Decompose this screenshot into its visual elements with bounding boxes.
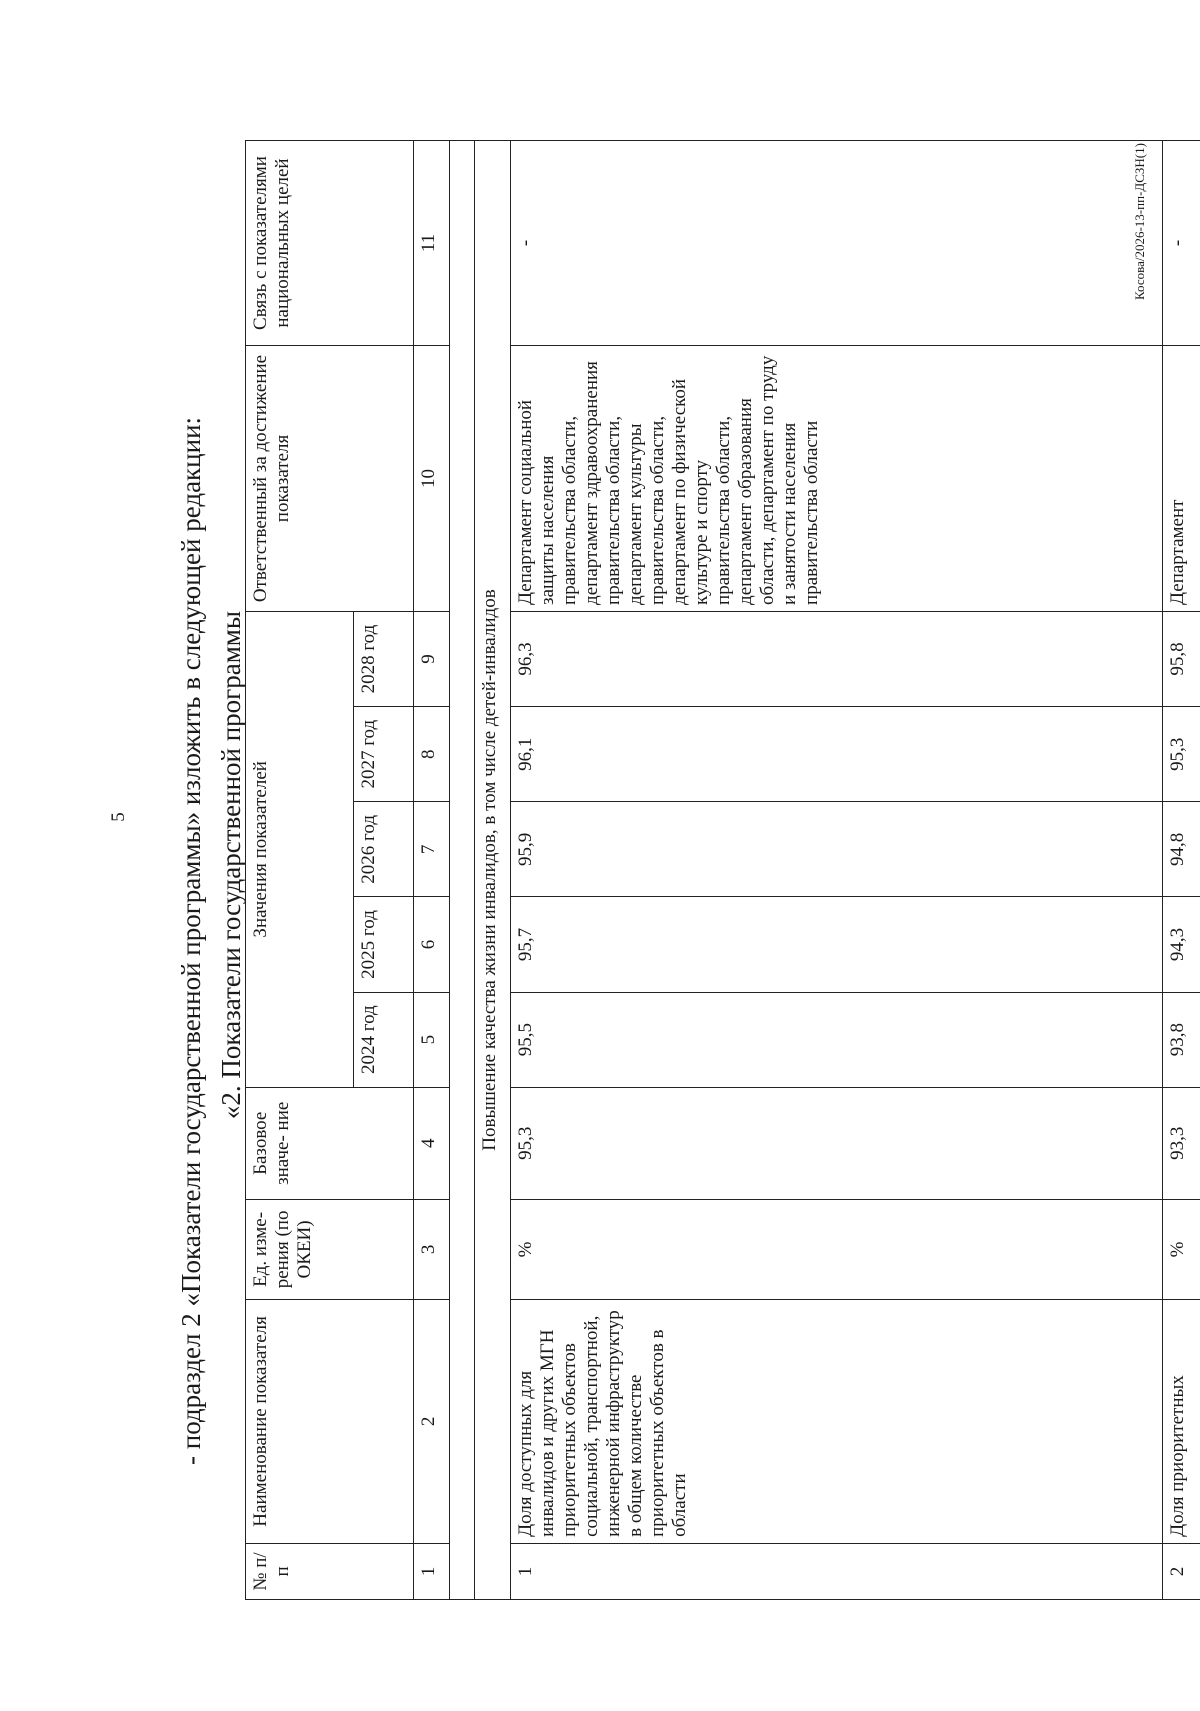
header-values-group: Значения показателей [246,611,354,1087]
header-num: № п/п [246,1543,414,1599]
row-responsible: Департамент [1163,346,1200,612]
table-row [511,141,1163,1600]
header-year: 2025 год [354,897,414,992]
column-number: 4 [414,1087,450,1199]
header-name: Наименование показателя [246,1299,414,1543]
spacer-cell [450,141,475,1600]
column-number: 9 [414,611,450,706]
row-value: 95,9 [511,802,1163,897]
row-base: 93,3 [1163,1087,1200,1199]
table-row [1163,141,1200,1600]
row-num: 2 [1163,1543,1200,1599]
row-value: 95,5 [511,992,1163,1087]
row-value: 94,8 [1163,802,1200,897]
group-title: Повышение качества жизни инвалидов, в том числе детей-инвалидов [475,141,511,1600]
footer-code: Косова/2026-13-пп-ДСЗН(1) [1132,143,1147,300]
row-base: 95,3 [511,1087,1163,1199]
header-year: 2026 год [354,802,414,897]
row-value: 95,7 [511,897,1163,992]
column-number: 5 [414,992,450,1087]
header-unit: Ед. изме- рения (по ОКЕИ) [246,1199,414,1299]
column-number: 6 [414,897,450,992]
header-row [246,141,354,1600]
row-value: 93,8 [1163,992,1200,1087]
column-numbers-row [414,141,450,1600]
row-responsible: Департамент социальной защиты населения правительства области, департамент здравоохранения правительства области, департамент культуры правительства области, департамент по физической культуре и спорту правительства области, департамент образования области, департамент по труду и занятости населения правительства области [511,346,1163,612]
column-number: 3 [414,1199,450,1299]
header-year: 2027 год [354,707,414,802]
spacer-row [450,141,475,1600]
row-name: Доля доступных для инвалидов и других МГН приоритетных объектов социальной, транспортной, инженерной инфраструктур в общем количестве приоритетных объектов в области [511,1299,1163,1543]
row-num: 1 [511,1543,1163,1599]
row-name: Доля приоритетных [1163,1299,1200,1543]
row-link: - [1163,141,1200,346]
column-number: 10 [414,346,450,612]
header-responsible: Ответственный за достижение показателя [246,346,414,612]
intro-line: - подраздел 2 «Показатели государственной программы» изложить в следующей редакции: [176,416,206,1465]
column-number: 11 [414,141,450,346]
header-year: 2028 год [354,611,414,706]
column-number: 2 [414,1299,450,1543]
indicators-table [245,140,1200,1600]
row-unit: % [1163,1199,1200,1299]
column-number: 8 [414,707,450,802]
column-number: 1 [414,1543,450,1599]
row-value: 96,1 [511,707,1163,802]
header-base: Базовое значе- ние [246,1087,414,1199]
group-row [475,141,511,1600]
page-number: 5 [108,812,129,822]
rotated-page-content [145,90,1195,1650]
header-link: Связь с показателями национальных целей [246,141,414,346]
row-value: 95,3 [1163,707,1200,802]
row-unit: % [511,1199,1163,1299]
column-number: 7 [414,802,450,897]
header-year: 2024 год [354,992,414,1087]
row-value: 94,3 [1163,897,1200,992]
row-value: 96,3 [511,611,1163,706]
row-link: - [511,141,1163,346]
row-value: 95,8 [1163,611,1200,706]
section-title: «2. Показатели государственной программы [216,610,246,1120]
